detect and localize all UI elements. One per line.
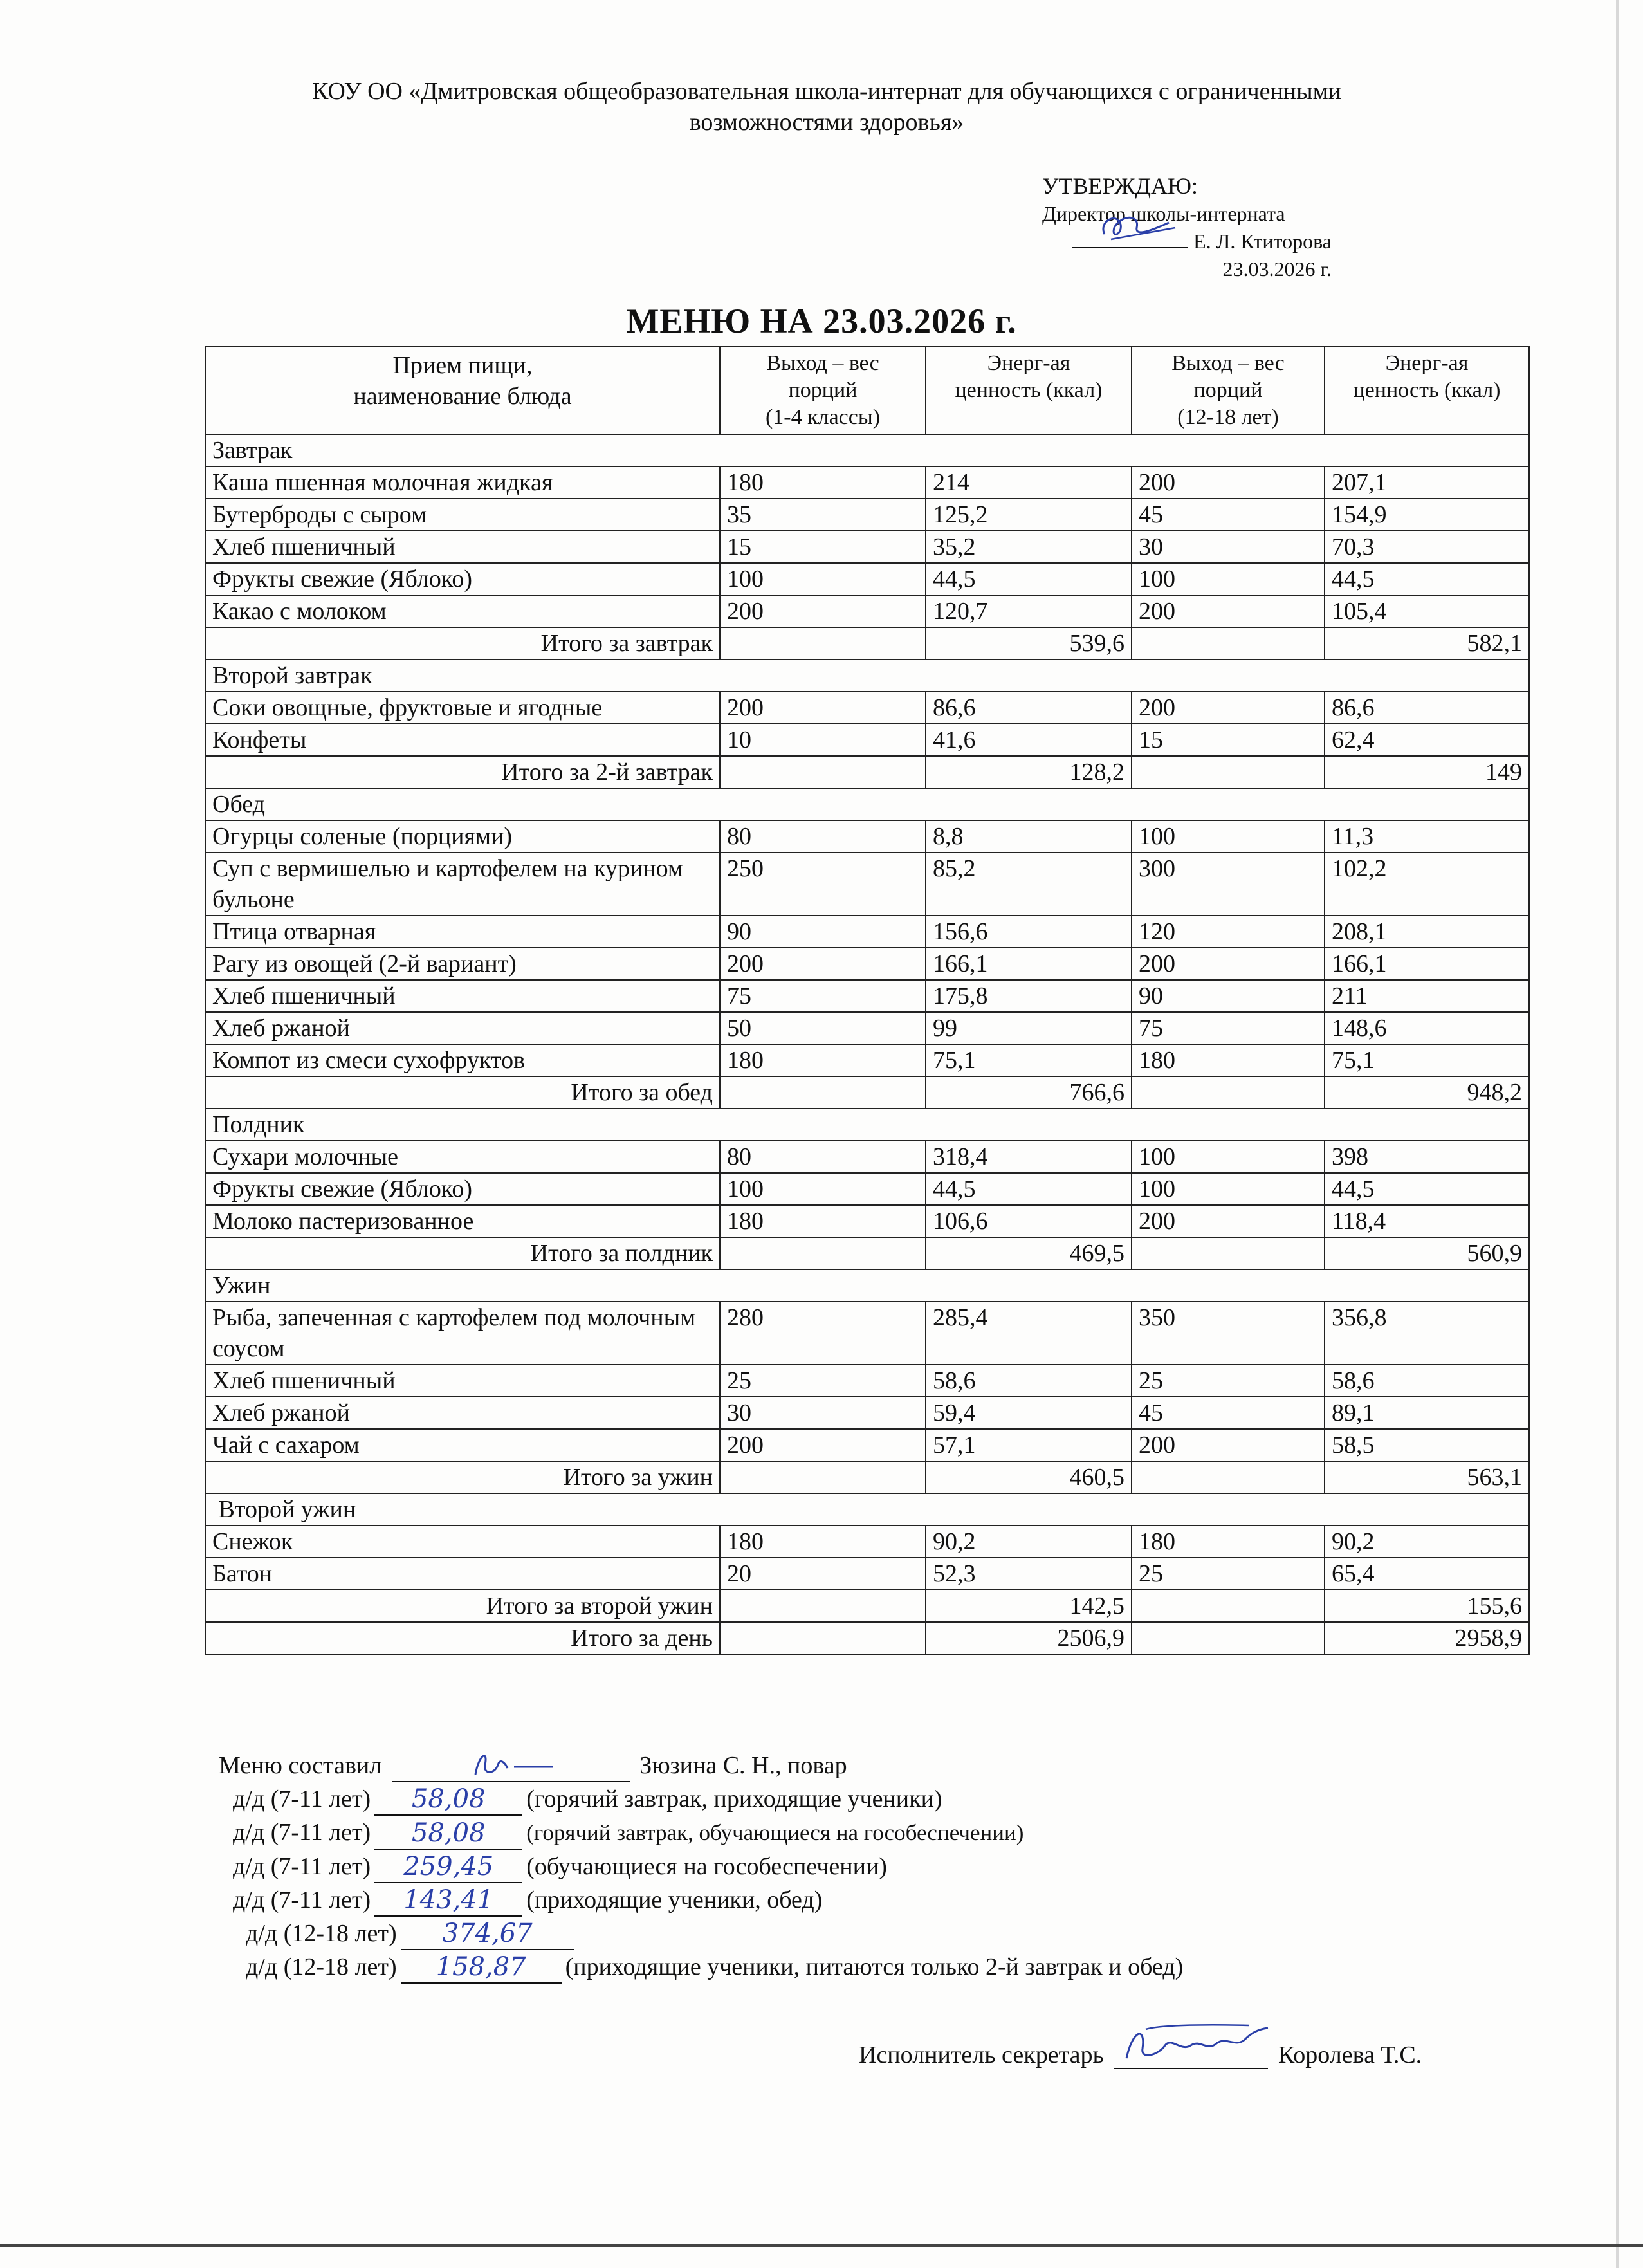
footer-block <box>219 1749 1441 1984</box>
weight-young-cell: 10 <box>720 724 926 756</box>
org-line-2: возможностями здоровья» <box>689 109 964 136</box>
daily-cost-value-line <box>374 1885 522 1917</box>
total-empty-cell <box>1132 627 1325 659</box>
total-energy-old-cell: 563,1 <box>1325 1461 1529 1493</box>
table-row <box>205 499 1529 531</box>
daily-cost-list <box>219 1782 1441 1984</box>
weight-young-cell: 15 <box>720 531 926 563</box>
daily-cost-note: (горячий завтрак, обучающиеся на гособеспечении) <box>526 1820 1024 1845</box>
table-row <box>205 1012 1529 1044</box>
weight-old-cell: 45 <box>1132 499 1325 531</box>
total-energy-old-cell: 948,2 <box>1325 1076 1529 1109</box>
section-row <box>205 1109 1529 1141</box>
table-row <box>205 1205 1529 1237</box>
energy-young-cell: 59,4 <box>926 1397 1132 1429</box>
approver-line <box>1042 228 1332 255</box>
dish-name-cell: Хлеб пшеничный <box>205 1365 720 1397</box>
table-row <box>205 1302 1529 1365</box>
executor-row <box>859 2041 1422 2069</box>
section-label: Ужин <box>205 1269 1529 1302</box>
header-output-young-line-1: Выход – вес <box>766 351 879 375</box>
weight-old-cell: 200 <box>1132 692 1325 724</box>
composer-name: Зюзина С. Н., повар <box>639 1752 847 1779</box>
weight-old-cell: 180 <box>1132 1044 1325 1076</box>
dish-name-cell: Хлеб ржаной <box>205 1012 720 1044</box>
total-row <box>205 627 1529 659</box>
header-energy-old-line-2: ценность (ккал) <box>1353 378 1501 402</box>
energy-young-cell: 44,5 <box>926 1173 1132 1205</box>
header-dish-name <box>205 347 720 434</box>
total-empty-cell <box>720 1461 926 1493</box>
header-output-young-line-3: (1-4 классы) <box>765 405 881 429</box>
total-label-cell: Итого за ужин <box>205 1461 720 1493</box>
section-label: Обед <box>205 788 1529 820</box>
energy-old-cell: 70,3 <box>1325 531 1529 563</box>
approval-block <box>1042 172 1332 283</box>
daily-cost-row <box>219 1850 1441 1883</box>
energy-young-cell: 85,2 <box>926 853 1132 916</box>
daily-cost-value: 58,08 <box>411 1818 486 1848</box>
energy-young-cell: 106,6 <box>926 1205 1132 1237</box>
energy-young-cell: 41,6 <box>926 724 1132 756</box>
daily-cost-note: (обучающиеся на гособеспечении) <box>526 1853 887 1880</box>
energy-young-cell: 175,8 <box>926 980 1132 1012</box>
weight-young-cell: 180 <box>720 1526 926 1558</box>
energy-old-cell: 86,6 <box>1325 692 1529 724</box>
energy-young-cell: 57,1 <box>926 1429 1132 1461</box>
weight-young-cell: 200 <box>720 595 926 627</box>
weight-young-cell: 20 <box>720 1558 926 1590</box>
weight-young-cell: 100 <box>720 1173 926 1205</box>
weight-young-cell: 180 <box>720 1044 926 1076</box>
header-output-young <box>720 347 926 434</box>
dish-name-cell: Бутерброды с сыром <box>205 499 720 531</box>
table-row <box>205 916 1529 948</box>
total-energy-old-cell: 2958,9 <box>1325 1622 1529 1654</box>
total-empty-cell <box>720 1237 926 1269</box>
weight-old-cell: 90 <box>1132 980 1325 1012</box>
total-energy-young-cell: 142,5 <box>926 1590 1132 1622</box>
header-energy-young-line-1: Энерг-ая <box>987 351 1070 375</box>
table-row <box>205 1429 1529 1461</box>
energy-old-cell: 90,2 <box>1325 1526 1529 1558</box>
executor-label: Исполнитель секретарь <box>859 2042 1104 2069</box>
dish-name-cell: Хлеб пшеничный <box>205 531 720 563</box>
daily-cost-row <box>219 1883 1441 1917</box>
weight-young-cell: 280 <box>720 1302 926 1365</box>
total-empty-cell <box>720 1622 926 1654</box>
table-header-row <box>205 347 1529 434</box>
total-row <box>205 1590 1529 1622</box>
weight-old-cell: 200 <box>1132 1429 1325 1461</box>
header-output-old <box>1132 347 1325 434</box>
total-label-cell: Итого за обед <box>205 1076 720 1109</box>
header-dish-line-2: наименование блюда <box>353 383 572 410</box>
weight-young-cell: 80 <box>720 1141 926 1173</box>
energy-old-cell: 62,4 <box>1325 724 1529 756</box>
total-row <box>205 1076 1529 1109</box>
menu-table-body <box>205 434 1529 1654</box>
section-label: Полдник <box>205 1109 1529 1141</box>
weight-old-cell: 25 <box>1132 1365 1325 1397</box>
table-row <box>205 531 1529 563</box>
daily-cost-value: 374,67 <box>442 1919 533 1948</box>
weight-young-cell: 90 <box>720 916 926 948</box>
weight-old-cell: 100 <box>1132 1173 1325 1205</box>
energy-young-cell: 214 <box>926 466 1132 499</box>
dish-name-cell: Соки овощные, фруктовые и ягодные <box>205 692 720 724</box>
total-energy-old-cell: 560,9 <box>1325 1237 1529 1269</box>
dish-name-cell: Рагу из овощей (2-й вариант) <box>205 948 720 980</box>
dish-name-cell: Конфеты <box>205 724 720 756</box>
total-empty-cell <box>1132 1590 1325 1622</box>
energy-old-cell: 118,4 <box>1325 1205 1529 1237</box>
weight-old-cell: 200 <box>1132 466 1325 499</box>
table-row <box>205 1526 1529 1558</box>
total-empty-cell <box>1132 1076 1325 1109</box>
energy-young-cell: 318,4 <box>926 1141 1132 1173</box>
header-energy-young <box>926 347 1132 434</box>
table-row <box>205 724 1529 756</box>
table-row <box>205 853 1529 916</box>
daily-cost-label: д/д (7-11 лет) <box>233 1819 371 1846</box>
section-label: Второй завтрак <box>205 659 1529 692</box>
weight-old-cell: 45 <box>1132 1397 1325 1429</box>
energy-young-cell: 35,2 <box>926 531 1132 563</box>
dish-name-cell: Сухари молочные <box>205 1141 720 1173</box>
energy-old-cell: 75,1 <box>1325 1044 1529 1076</box>
energy-young-cell: 8,8 <box>926 820 1132 853</box>
energy-young-cell: 58,6 <box>926 1365 1132 1397</box>
table-row <box>205 466 1529 499</box>
weight-old-cell: 200 <box>1132 1205 1325 1237</box>
energy-old-cell: 102,2 <box>1325 853 1529 916</box>
section-row <box>205 659 1529 692</box>
daily-cost-value: 143,41 <box>403 1885 494 1915</box>
energy-old-cell: 58,6 <box>1325 1365 1529 1397</box>
weight-young-cell: 35 <box>720 499 926 531</box>
total-empty-cell <box>1132 1461 1325 1493</box>
weight-young-cell: 180 <box>720 466 926 499</box>
daily-cost-label: д/д (7-11 лет) <box>233 1886 371 1913</box>
total-label-cell: Итого за полдник <box>205 1237 720 1269</box>
daily-cost-value-line <box>401 1919 574 1950</box>
dish-name-cell: Хлеб ржаной <box>205 1397 720 1429</box>
total-empty-cell <box>1132 756 1325 788</box>
composer-signature-line <box>392 1755 630 1782</box>
menu-table <box>205 346 1530 1655</box>
energy-young-cell: 285,4 <box>926 1302 1132 1365</box>
weight-young-cell: 80 <box>720 820 926 853</box>
total-energy-young-cell: 2506,9 <box>926 1622 1132 1654</box>
energy-young-cell: 125,2 <box>926 499 1132 531</box>
header-dish-line-1: Прием пищи, <box>392 352 533 379</box>
energy-old-cell: 166,1 <box>1325 948 1529 980</box>
weight-young-cell: 30 <box>720 1397 926 1429</box>
daily-cost-note: (приходящие ученики, питаются только 2-й завтрак и обед) <box>565 1953 1184 1980</box>
table-row <box>205 1558 1529 1590</box>
dish-name-cell: Компот из смеси сухофруктов <box>205 1044 720 1076</box>
header-output-old-line-3: (12-18 лет) <box>1177 405 1279 429</box>
weight-old-cell: 180 <box>1132 1526 1325 1558</box>
energy-young-cell: 86,6 <box>926 692 1132 724</box>
daily-cost-row <box>219 1816 1441 1850</box>
total-empty-cell <box>720 756 926 788</box>
org-line-1: КОУ ОО «Дмитровская общеобразовательная школа-интернат для обучающихся с ограниченными <box>311 78 1342 105</box>
energy-young-cell: 52,3 <box>926 1558 1132 1590</box>
weight-old-cell: 350 <box>1132 1302 1325 1365</box>
energy-old-cell: 89,1 <box>1325 1397 1529 1429</box>
approver-position: Директор школы-интерната <box>1042 202 1285 225</box>
weight-old-cell: 25 <box>1132 1558 1325 1590</box>
daily-cost-value-line <box>374 1784 522 1816</box>
approval-date: 23.03.2026 г. <box>1222 257 1332 281</box>
table-row <box>205 1141 1529 1173</box>
total-energy-young-cell: 460,5 <box>926 1461 1132 1493</box>
table-row <box>205 595 1529 627</box>
energy-young-cell: 166,1 <box>926 948 1132 980</box>
table-row <box>205 1397 1529 1429</box>
energy-old-cell: 105,4 <box>1325 595 1529 627</box>
section-row <box>205 1493 1529 1526</box>
total-energy-young-cell: 766,6 <box>926 1076 1132 1109</box>
total-energy-old-cell: 582,1 <box>1325 627 1529 659</box>
weight-young-cell: 100 <box>720 563 926 595</box>
total-energy-young-cell: 469,5 <box>926 1237 1132 1269</box>
total-empty-cell <box>1132 1237 1325 1269</box>
weight-old-cell: 200 <box>1132 595 1325 627</box>
weight-old-cell: 200 <box>1132 948 1325 980</box>
daily-cost-label: д/д (12-18 лет) <box>246 1920 397 1947</box>
table-row <box>205 980 1529 1012</box>
header-energy-old-line-1: Энерг-ая <box>1385 351 1469 375</box>
dish-name-cell: Фрукты свежие (Яблоко) <box>205 563 720 595</box>
energy-young-cell: 44,5 <box>926 563 1132 595</box>
executor-signature-line <box>1114 2042 1268 2069</box>
page-title: МЕНЮ НА 23.03.2026 г. <box>626 302 1017 340</box>
header-energy-old <box>1325 347 1529 434</box>
total-row <box>205 1237 1529 1269</box>
total-label-cell: Итого за завтрак <box>205 627 720 659</box>
daily-cost-value-line <box>374 1852 522 1883</box>
energy-old-cell: 207,1 <box>1325 466 1529 499</box>
dish-name-cell: Суп с вермишелью и картофелем на курином бульоне <box>205 853 720 916</box>
weight-young-cell: 250 <box>720 853 926 916</box>
composer-signature <box>469 1742 598 1781</box>
daily-cost-value-line <box>374 1818 522 1850</box>
table-row <box>205 948 1529 980</box>
weight-young-cell: 75 <box>720 980 926 1012</box>
total-empty-cell <box>720 1076 926 1109</box>
dish-name-cell: Снежок <box>205 1526 720 1558</box>
section-row <box>205 434 1529 466</box>
energy-young-cell: 99 <box>926 1012 1132 1044</box>
dish-name-cell: Какао с молоком <box>205 595 720 627</box>
executor-name: Королева Т.С. <box>1278 2042 1422 2069</box>
daily-cost-row <box>219 1950 1441 1984</box>
total-energy-old-cell: 155,6 <box>1325 1590 1529 1622</box>
table-row <box>205 692 1529 724</box>
daily-cost-row <box>219 1917 1441 1950</box>
section-label: Второй ужин <box>205 1493 1529 1526</box>
daily-cost-label: д/д (7-11 лет) <box>233 1853 371 1880</box>
director-signature <box>1085 208 1188 247</box>
composed-label: Меню составил <box>219 1752 382 1779</box>
total-label-cell: Итого за день <box>205 1622 720 1654</box>
weight-old-cell: 120 <box>1132 916 1325 948</box>
director-signature-line <box>1072 228 1188 248</box>
weight-young-cell: 200 <box>720 1429 926 1461</box>
daily-cost-value-line <box>401 1952 562 1984</box>
section-label: Завтрак <box>205 434 1529 466</box>
total-empty-cell <box>720 1590 926 1622</box>
energy-old-cell: 65,4 <box>1325 1558 1529 1590</box>
weight-old-cell: 100 <box>1132 1141 1325 1173</box>
energy-young-cell: 156,6 <box>926 916 1132 948</box>
daily-cost-label: д/д (12-18 лет) <box>246 1953 397 1980</box>
total-empty-cell <box>720 627 926 659</box>
weight-old-cell: 300 <box>1132 853 1325 916</box>
energy-old-cell: 44,5 <box>1325 1173 1529 1205</box>
daily-cost-value: 259,45 <box>403 1852 494 1881</box>
energy-young-cell: 120,7 <box>926 595 1132 627</box>
energy-old-cell: 356,8 <box>1325 1302 1529 1365</box>
dish-name-cell: Фрукты свежие (Яблоко) <box>205 1173 720 1205</box>
header-output-old-line-1: Выход – вес <box>1171 351 1285 375</box>
weight-young-cell: 180 <box>720 1205 926 1237</box>
section-row <box>205 788 1529 820</box>
energy-young-cell: 75,1 <box>926 1044 1132 1076</box>
scan-edge-bottom <box>0 2244 1643 2247</box>
daily-cost-value: 158,87 <box>436 1952 526 1982</box>
daily-cost-note: (приходящие ученики, обед) <box>526 1886 823 1913</box>
approver-name: Е. Л. Ктиторова <box>1193 230 1332 253</box>
daily-cost-value: 58,08 <box>411 1784 486 1814</box>
table-row <box>205 1365 1529 1397</box>
energy-old-cell: 211 <box>1325 980 1529 1012</box>
composed-by-row <box>219 1749 1441 1782</box>
dish-name-cell: Молоко пастеризованное <box>205 1205 720 1237</box>
energy-old-cell: 208,1 <box>1325 916 1529 948</box>
table-row <box>205 820 1529 853</box>
weight-old-cell: 100 <box>1132 563 1325 595</box>
approve-label: УТВЕРЖДАЮ: <box>1042 173 1198 199</box>
header-output-young-line-2: порций <box>788 378 858 402</box>
energy-young-cell: 90,2 <box>926 1526 1132 1558</box>
energy-old-cell: 154,9 <box>1325 499 1529 531</box>
total-energy-young-cell: 128,2 <box>926 756 1132 788</box>
total-row <box>205 1622 1529 1654</box>
total-energy-young-cell: 539,6 <box>926 627 1132 659</box>
energy-old-cell: 44,5 <box>1325 563 1529 595</box>
dish-name-cell: Рыба, запеченная с картофелем под молочным соусом <box>205 1302 720 1365</box>
energy-old-cell: 58,5 <box>1325 1429 1529 1461</box>
table-row <box>205 563 1529 595</box>
daily-cost-row <box>219 1782 1441 1816</box>
weight-young-cell: 200 <box>720 948 926 980</box>
executor-signature <box>1120 2023 1274 2068</box>
dish-name-cell: Птица отварная <box>205 916 720 948</box>
weight-young-cell: 25 <box>720 1365 926 1397</box>
dish-name-cell: Огурцы соленые (порциями) <box>205 820 720 853</box>
total-energy-old-cell: 149 <box>1325 756 1529 788</box>
weight-old-cell: 75 <box>1132 1012 1325 1044</box>
weight-old-cell: 15 <box>1132 724 1325 756</box>
header-energy-young-line-2: ценность (ккал) <box>955 378 1103 402</box>
daily-cost-note: (горячий завтрак, приходящие ученики) <box>526 1785 942 1812</box>
total-empty-cell <box>1132 1622 1325 1654</box>
total-row <box>205 1461 1529 1493</box>
weight-young-cell: 50 <box>720 1012 926 1044</box>
total-row <box>205 756 1529 788</box>
table-row <box>205 1173 1529 1205</box>
header-output-old-line-2: порций <box>1193 378 1263 402</box>
table-row <box>205 1044 1529 1076</box>
dish-name-cell: Чай с сахаром <box>205 1429 720 1461</box>
energy-old-cell: 148,6 <box>1325 1012 1529 1044</box>
daily-cost-label: д/д (7-11 лет) <box>233 1785 371 1812</box>
total-label-cell: Итого за второй ужин <box>205 1590 720 1622</box>
dish-name-cell: Батон <box>205 1558 720 1590</box>
energy-old-cell: 11,3 <box>1325 820 1529 853</box>
organization-header <box>206 76 1447 138</box>
section-row <box>205 1269 1529 1302</box>
dish-name-cell: Каша пшенная молочная жидкая <box>205 466 720 499</box>
weight-old-cell: 30 <box>1132 531 1325 563</box>
weight-old-cell: 100 <box>1132 820 1325 853</box>
dish-name-cell: Хлеб пшеничный <box>205 980 720 1012</box>
total-label-cell: Итого за 2-й завтрак <box>205 756 720 788</box>
weight-young-cell: 200 <box>720 692 926 724</box>
energy-old-cell: 398 <box>1325 1141 1529 1173</box>
